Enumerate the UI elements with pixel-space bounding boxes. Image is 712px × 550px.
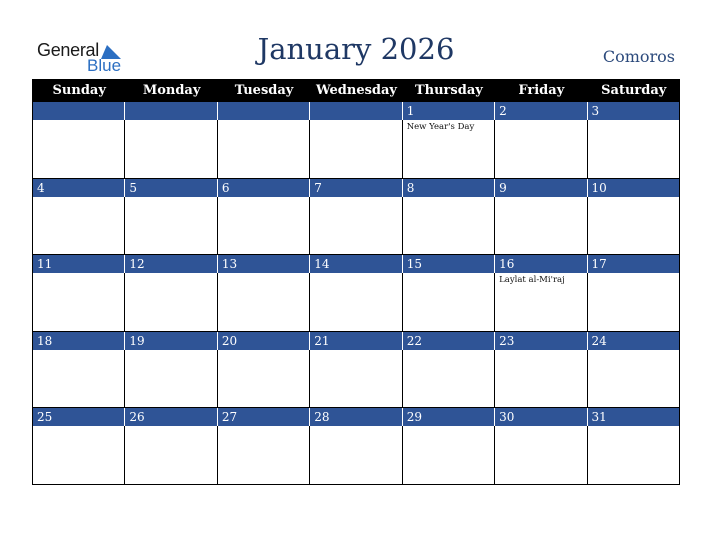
day-cell <box>33 350 125 408</box>
day-cell <box>125 350 217 408</box>
day-cell <box>588 197 680 255</box>
calendar-week <box>33 408 680 485</box>
day-cell <box>310 350 402 408</box>
day-number: 27 <box>218 408 310 426</box>
weekday-monday: Monday <box>142 83 201 98</box>
day-number: 31 <box>588 408 680 426</box>
day-number: 29 <box>403 408 495 426</box>
day-cell <box>218 426 310 484</box>
day-number: 12 <box>125 255 217 273</box>
day-number: 9 <box>495 179 587 197</box>
weekday-header-row <box>33 79 680 102</box>
day-number: 15 <box>403 255 495 273</box>
day-cell <box>33 197 125 255</box>
day-cell <box>125 120 217 178</box>
day-number: 3 <box>588 102 680 120</box>
day-cell <box>588 350 680 408</box>
day-number: 6 <box>218 179 310 197</box>
holiday-label: New Year's Day <box>406 122 475 132</box>
day-number: 4 <box>33 179 125 197</box>
day-number: 24 <box>588 332 680 350</box>
day-cell <box>403 197 495 255</box>
day-cell <box>588 426 680 484</box>
week-date-bar <box>33 179 680 197</box>
weekday-saturday: Saturday <box>601 83 667 98</box>
week-body-row <box>33 120 680 179</box>
day-number <box>218 102 310 120</box>
calendar-week <box>33 102 680 179</box>
day-number: 13 <box>218 255 310 273</box>
day-number: 10 <box>588 179 680 197</box>
weekday-sunday: Sunday <box>52 83 106 98</box>
day-cell <box>403 426 495 484</box>
day-cell <box>310 197 402 255</box>
day-number: 16 <box>495 255 587 273</box>
day-number: 7 <box>310 179 402 197</box>
week-body-row <box>33 350 680 409</box>
day-cell <box>33 273 125 331</box>
day-cell <box>310 426 402 484</box>
day-cell <box>218 350 310 408</box>
day-cell <box>403 350 495 408</box>
weekday-thursday: Thursday <box>414 83 483 98</box>
day-number: 19 <box>125 332 217 350</box>
day-cell <box>495 350 587 408</box>
day-cell <box>125 426 217 484</box>
calendar-week <box>33 255 680 332</box>
calendar-week <box>33 179 680 256</box>
week-date-bar <box>33 255 680 273</box>
day-cell <box>218 273 310 331</box>
day-cell <box>310 120 402 178</box>
day-cell <box>403 120 495 178</box>
day-number: 28 <box>310 408 402 426</box>
day-cell <box>310 273 402 331</box>
day-number: 21 <box>310 332 402 350</box>
day-number <box>33 102 125 120</box>
day-number <box>310 102 402 120</box>
day-cell <box>495 197 587 255</box>
day-cell <box>495 120 587 178</box>
day-number: 17 <box>588 255 680 273</box>
day-cell <box>125 273 217 331</box>
day-number: 14 <box>310 255 402 273</box>
calendar-week <box>33 332 680 409</box>
day-number: 8 <box>403 179 495 197</box>
day-cell <box>33 426 125 484</box>
weekday-wednesday: Wednesday <box>315 83 397 98</box>
logo-blue-text: Blue <box>87 56 122 75</box>
day-cell <box>218 197 310 255</box>
day-number: 26 <box>125 408 217 426</box>
day-number: 23 <box>495 332 587 350</box>
week-date-bar <box>33 408 680 426</box>
country-name: Comoros <box>602 47 675 66</box>
day-cell <box>33 120 125 178</box>
week-body-row <box>33 197 680 256</box>
day-number: 25 <box>33 408 125 426</box>
calendar-title: January 2026 <box>257 32 455 66</box>
logo-general-text: General <box>37 40 99 60</box>
day-cell <box>588 120 680 178</box>
day-number: 5 <box>125 179 217 197</box>
day-number: 11 <box>33 255 125 273</box>
calendar-grid <box>32 79 680 485</box>
day-cell <box>495 426 587 484</box>
day-number: 22 <box>403 332 495 350</box>
day-cell <box>218 120 310 178</box>
weekday-friday: Friday <box>518 83 565 98</box>
day-number: 30 <box>495 408 587 426</box>
day-cell <box>125 197 217 255</box>
week-date-bar <box>33 332 680 350</box>
day-number <box>125 102 217 120</box>
day-cell <box>495 273 587 331</box>
week-date-bar <box>33 102 680 120</box>
holiday-label: Laylat al-Mi'raj <box>499 275 565 286</box>
day-number: 18 <box>33 332 125 350</box>
day-number: 2 <box>495 102 587 120</box>
day-number: 1 <box>403 102 495 120</box>
weekday-tuesday: Tuesday <box>234 83 294 98</box>
week-body-row <box>33 273 680 332</box>
day-number: 20 <box>218 332 310 350</box>
day-cell <box>403 273 495 331</box>
day-cell <box>588 273 680 331</box>
week-body-row <box>33 426 680 485</box>
